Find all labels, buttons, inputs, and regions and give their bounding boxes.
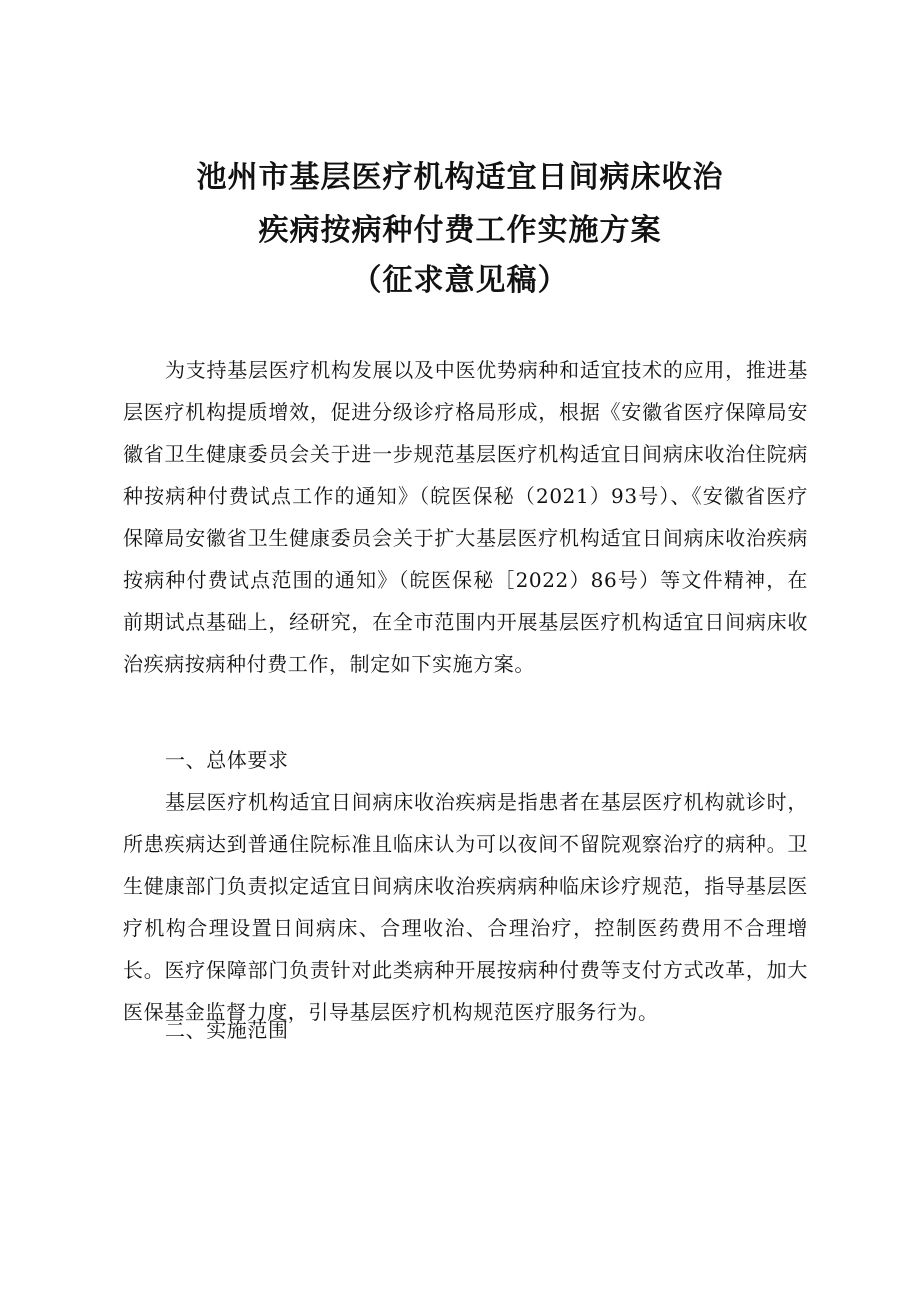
intro-paragraph-block: [123, 349, 808, 685]
document-title-line-1: 池州市基层医疗机构适宜日间病床收治: [196, 160, 724, 195]
section-heading-general-requirements: 一、总体要求: [165, 748, 289, 772]
document-title-line-3: （征求意见稿）: [351, 263, 569, 298]
intro-paragraph: 为支持基层医疗机构发展以及中医优势病种和适宜技术的应用，推进基层医疗机构提质增效，促进分级诊疗格局形成，根据《安徽省医疗保障局安徽省卫生健康委员会关于进一步规范基层医疗机构适宜日间病床收治住院病种按病种付费试点工作的通知》（皖医保秘（2021）93号）、《安徽省医疗保障局安徽省卫生健康委员会关于扩大基层医疗机构适宜日间病床收治疾病按病种付费试点范围的通知》（皖医保秘［2022）86号）等文件精神，在前期试点基础上，经研究，在全市范围内开展基层医疗机构适宜日间病床收治疾病按病种付费工作，制定如下实施方案。: [123, 358, 808, 676]
section-heading-2-block: [123, 1009, 808, 1051]
document-title-line-2: 疾病按病种付费工作实施方案: [258, 213, 662, 248]
section-heading-implementation-scope: 二、实施范围: [165, 1018, 289, 1042]
general-requirements-paragraph: 基层医疗机构适宜日间病床收治疾病是指患者在基层医疗机构就诊时，所患疾病达到普通住院标准且临床认为可以夜间不留院观察治疗的病种。卫生健康部门负责拟定适宜日间病床收治疾病病种临床诊疗规范，指导基层医疗机构合理设置日间病床、合理收治、合理治疗，控制医药费用不合理增长。医疗保障部门负责针对此类病种开展按病种付费等支付方式改革，加大医保基金监督力度，引导基层医疗机构规范医疗服务行为。: [123, 790, 808, 1024]
section-heading-1-block: [123, 739, 808, 781]
general-requirements-paragraph-block: [123, 781, 808, 1033]
